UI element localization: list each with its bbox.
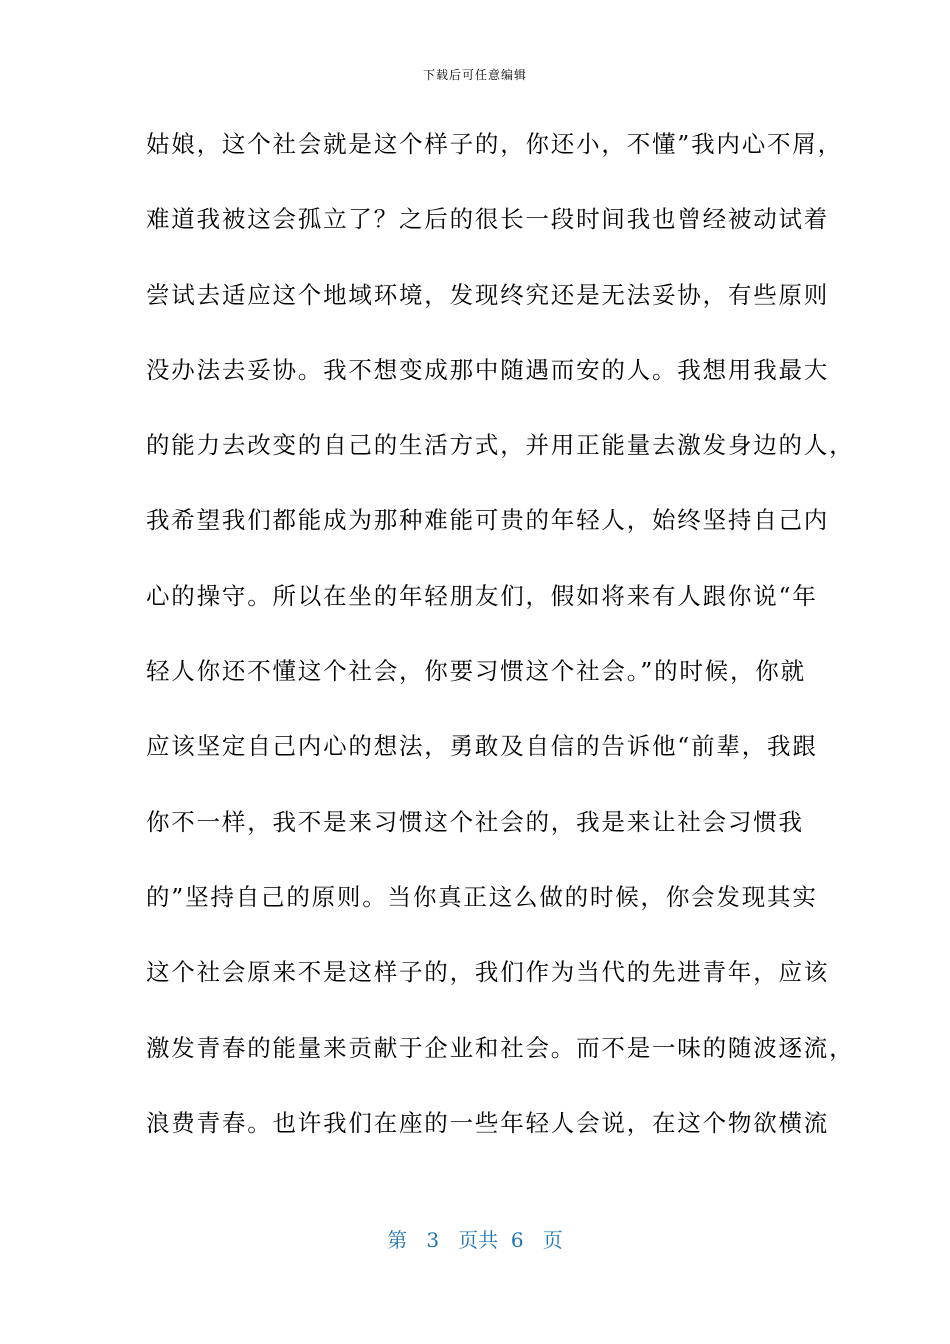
total-pages-number: 6	[510, 1228, 524, 1252]
page-middle: 页共	[458, 1228, 499, 1252]
text-line: 浪费青春。也许我们在座的一些年轻人会说，在这个物欲横流	[146, 1108, 830, 1137]
current-page-number: 3	[426, 1228, 440, 1252]
text-line: 应该坚定自己内心的想法，勇敢及自信的告诉他“前辈，我跟	[146, 732, 818, 761]
text-line: 心的操守。所以在坐的年轻朋友们，假如将来有人跟你说“年	[146, 581, 818, 610]
text-line: 我希望我们都能成为那种难能可贵的年轻人，始终坚持自己内	[146, 506, 830, 535]
document-body	[146, 121, 855, 1175]
text-line: 的能力去改变的自己的生活方式，并用正能量去激发身边的人，	[146, 431, 855, 460]
text-line: 这个社会原来不是这样子的，我们作为当代的先进青年，应该	[146, 958, 830, 987]
page-prefix: 第	[387, 1228, 408, 1252]
text-line: 激发青春的能量来贡献于企业和社会。而不是一味的随波逐流，	[146, 1033, 855, 1062]
page-footer	[0, 1224, 950, 1253]
text-line: 姑娘，这个社会就是这个样子的，你还小，不懂”我内心不屑，	[146, 130, 843, 158]
text-line: 没办法去妥协。我不想变成那中随遇而安的人。我想用我最大	[146, 355, 830, 384]
text-line: 尝试去适应这个地域环境，发现终究还是无法妥协，有些原则	[146, 280, 830, 309]
page-header: 下载后可任意编辑	[422, 68, 527, 82]
text-line: 的”坚持自己的原则。当你真正这么做的时候，你会发现其实	[146, 882, 818, 911]
page-suffix: 页	[542, 1228, 563, 1252]
text-line: 难道我被这会孤立了？之后的很长一段时间我也曾经被动试着	[146, 205, 830, 234]
text-line: 轻人你还不懂这个社会，你要习惯这个社会。”的时候，你就	[146, 657, 806, 686]
text-line: 你不一样，我不是来习惯这个社会的，我是来让社会习惯我	[146, 807, 804, 836]
